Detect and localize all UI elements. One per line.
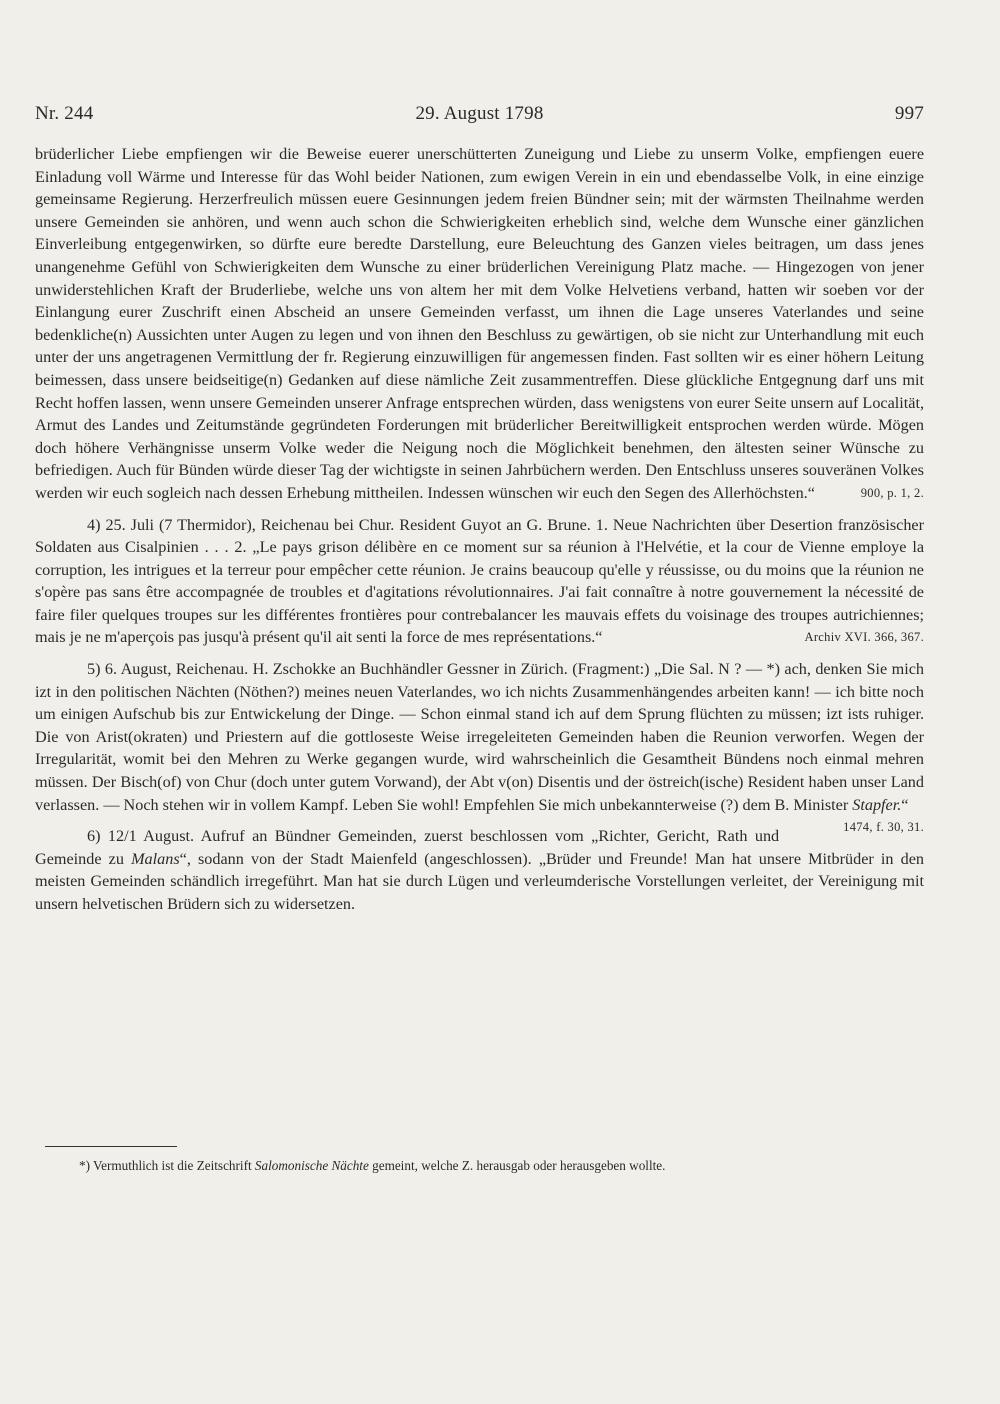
footnote-text-a: *) Vermuthlich ist die Zeitschrift xyxy=(79,1158,252,1173)
entry-italic-place: Malans xyxy=(131,849,180,868)
document-date: 29. August 1798 xyxy=(415,103,544,124)
footnote-italic-title: Salomonische Nächte xyxy=(254,1158,369,1173)
source-reference: Archiv XVI. 366, 367. xyxy=(804,630,924,645)
document-number: Nr. 244 xyxy=(35,103,94,124)
entry-text-b: “, sodann von der Stadt Maienfeld (angeschlossen). „Brüder und Freunde! Man hat unsere Mitbrüder in den meisten Gemeinden schändlich irregeführt. Man hat sie durch Lügen und verleumderische Vorstellungen verleitet, der Vereinigung mit unsern helvetischen Brüdern sich zu widersetzen. xyxy=(35,849,924,913)
paragraph-continuation xyxy=(35,143,924,505)
footnote-text-b: gemeint, welche Z. herausgab oder herausgeben wollte. xyxy=(372,1158,666,1173)
source-reference: 900, p. 1, 2. xyxy=(860,485,924,500)
entry-text-a: 6) 12/1 August. Aufruf an Bündner Gemeinden, zuerst beschlossen vom „Richter, Gericht, Rath und Gemeinde zu xyxy=(35,827,780,868)
source-reference: 1474, f. 30, 31. xyxy=(843,820,924,835)
paragraph-text: brüderlicher Liebe empfiengen wir die Beweise euerer unerschütterten Zuneigung und Liebe zu unserm Volke, empfiengen euere Einladung voll Wärme und Interesse für das Wohl beider Nationen, zum ewigen Verein in ein und ebendasselbe Volk, in eine einzige gemeinsame Regierung. Herzerfreulich müssen euere Gesinnungen jedem freien Bündner sein; mit der wärmsten Theilnahme werden unsere Gemeinden sie anhören, und wenn auch schon die Schwierigkeiten erheblich sind, welche dem Wunsche einer gänzlichen Einverleibung entgegenwirken, so dürfte eure beredte Darstellung, eure Beleuchtung des Ganzen vieles beitragen, um dass jenes unangenehme Gefühl von Schwierigkeiten dem Wunsche zu einer brüderlichen Vereinigung Platz mache. — Hingezogen von jener unwiderstehlichen Kraft der Bruderliebe, welche uns von altem her mit dem Volke Helvetiens verband, hatten wir soeben vor der Einlangung eurer Zuschrift einen Abscheid an unsere Gemeinden verfasst, um ihnen die Lage unseres Vaterlandes und seine bedenkliche(n) Aussichten unter Augen zu legen und von ihnen den Beschluss zu gewärtigen, ob sie nicht zur Unterhandlung mit euch unter der uns angetragenen Vermittlung der fr. Regierung einzuwilligen für angemessen finden. Fast sollten wir es einer höhern Leitung beimessen, dass unsere beidseitige(n) Gedanken auf diese nämliche Zeit zusammentreffen. Diese glückliche Entgegnung darf uns mit Recht hoffen lassen, wenn unsere Gemeinden unserer Anfrage entsprechen würden, dass wenigstens von eurer Seite unsern auf Localität, Armut des Landes und Zeitumstände gegründeten Forderungen mit brüderlicher Bereitwilligkeit entsprochen werden würde. Mögen doch höhere Verhängnisse unserm Volke weder die Neigung noch die Möglichkeit benehmen, den ältesten seiner Wünsche zu befriedigen. Auch für Bünden würde dieser Tag der wichtigste in seinen Jahrbüchern werden. Den Entschluss unseres souveränen Volkes werden wir euch sogleich nach dessen Erhebung mittheilen. Indessen wünschen wir euch den Segen des Allerhöchsten.“ xyxy=(35,145,924,502)
footnote-divider xyxy=(45,1146,177,1147)
entry-text: 5) 6. August, Reichenau. H. Zschokke an Buchhändler Gessner in Zürich. (Fragment:) „Die Sal. N ? — *) ach, denken Sie mich izt in den politischen Nächten (Nöthen?) meines neuen Vaterlandes, wo ich nichts Zusammenhängendes arbeiten kann! — ich bitte noch um einigen Aufschub bis zur Entwickelung der Dinge. — Schon einmal stand ich auf dem Sprung flüchten zu müssen; izt ists ruhiger. Die von Arist(okraten) und Priestern auf die gottloseste Weise irregeleiteten Gemeinden haben die Reunion verworfen. Wegen der Irregularität, womit bei den Mehren zu Werke gegangen wurde, wird wahrscheinlich die Gesamtheit Bündens noch einmal mehren müssen. Der Bisch(of) von Chur (doch unter gutem Vorwand), der Abt v(on) Disentis und der östreich(ische) Resident haben unser Land verlassen. — Noch stehen wir in vollem Kampf. Leben Sie wohl! Empfehlen Sie mich unbekannterweise (?) dem B. Minister xyxy=(35,660,924,814)
closing-quote: “ xyxy=(901,795,909,814)
page-body xyxy=(35,143,924,916)
entry-text: 4) 25. Juli (7 Thermidor), Reichenau bei Chur. Resident Guyot an G. Brune. 1. Neue Nachrichten über Desertion französischer Soldaten aus Cisalpinien . . . 2. „Le pays grison délibère en ce moment sur sa réunion à l'Helvétie, et la cour de Vienne employe la corruption, les intrigues et la terreur pour empêcher cette réunion. Je crains beaucoup qu'elle y réussisse, ou du moins que la réunion ne s'opère pas sans être accompagnée de troubles et d'agitations révolutionnaires. J'ai fait connaître à notre gouvernement la nécessité de faire filer quelques troupes sur les différentes frontières pour contrebalancer les mauvais effets du voisinage des troupes autrichiennes; mais je ne m'aperçois pas jusqu'à présent qu'il ait senti la force de mes représentations.“ xyxy=(35,515,924,647)
entry-5 xyxy=(35,658,924,835)
page-number: 997 xyxy=(894,103,924,124)
entry-italic-name: Stapfer. xyxy=(852,795,902,814)
entry-4 xyxy=(35,514,924,650)
page-header xyxy=(35,103,924,133)
footnote xyxy=(79,1157,924,1175)
